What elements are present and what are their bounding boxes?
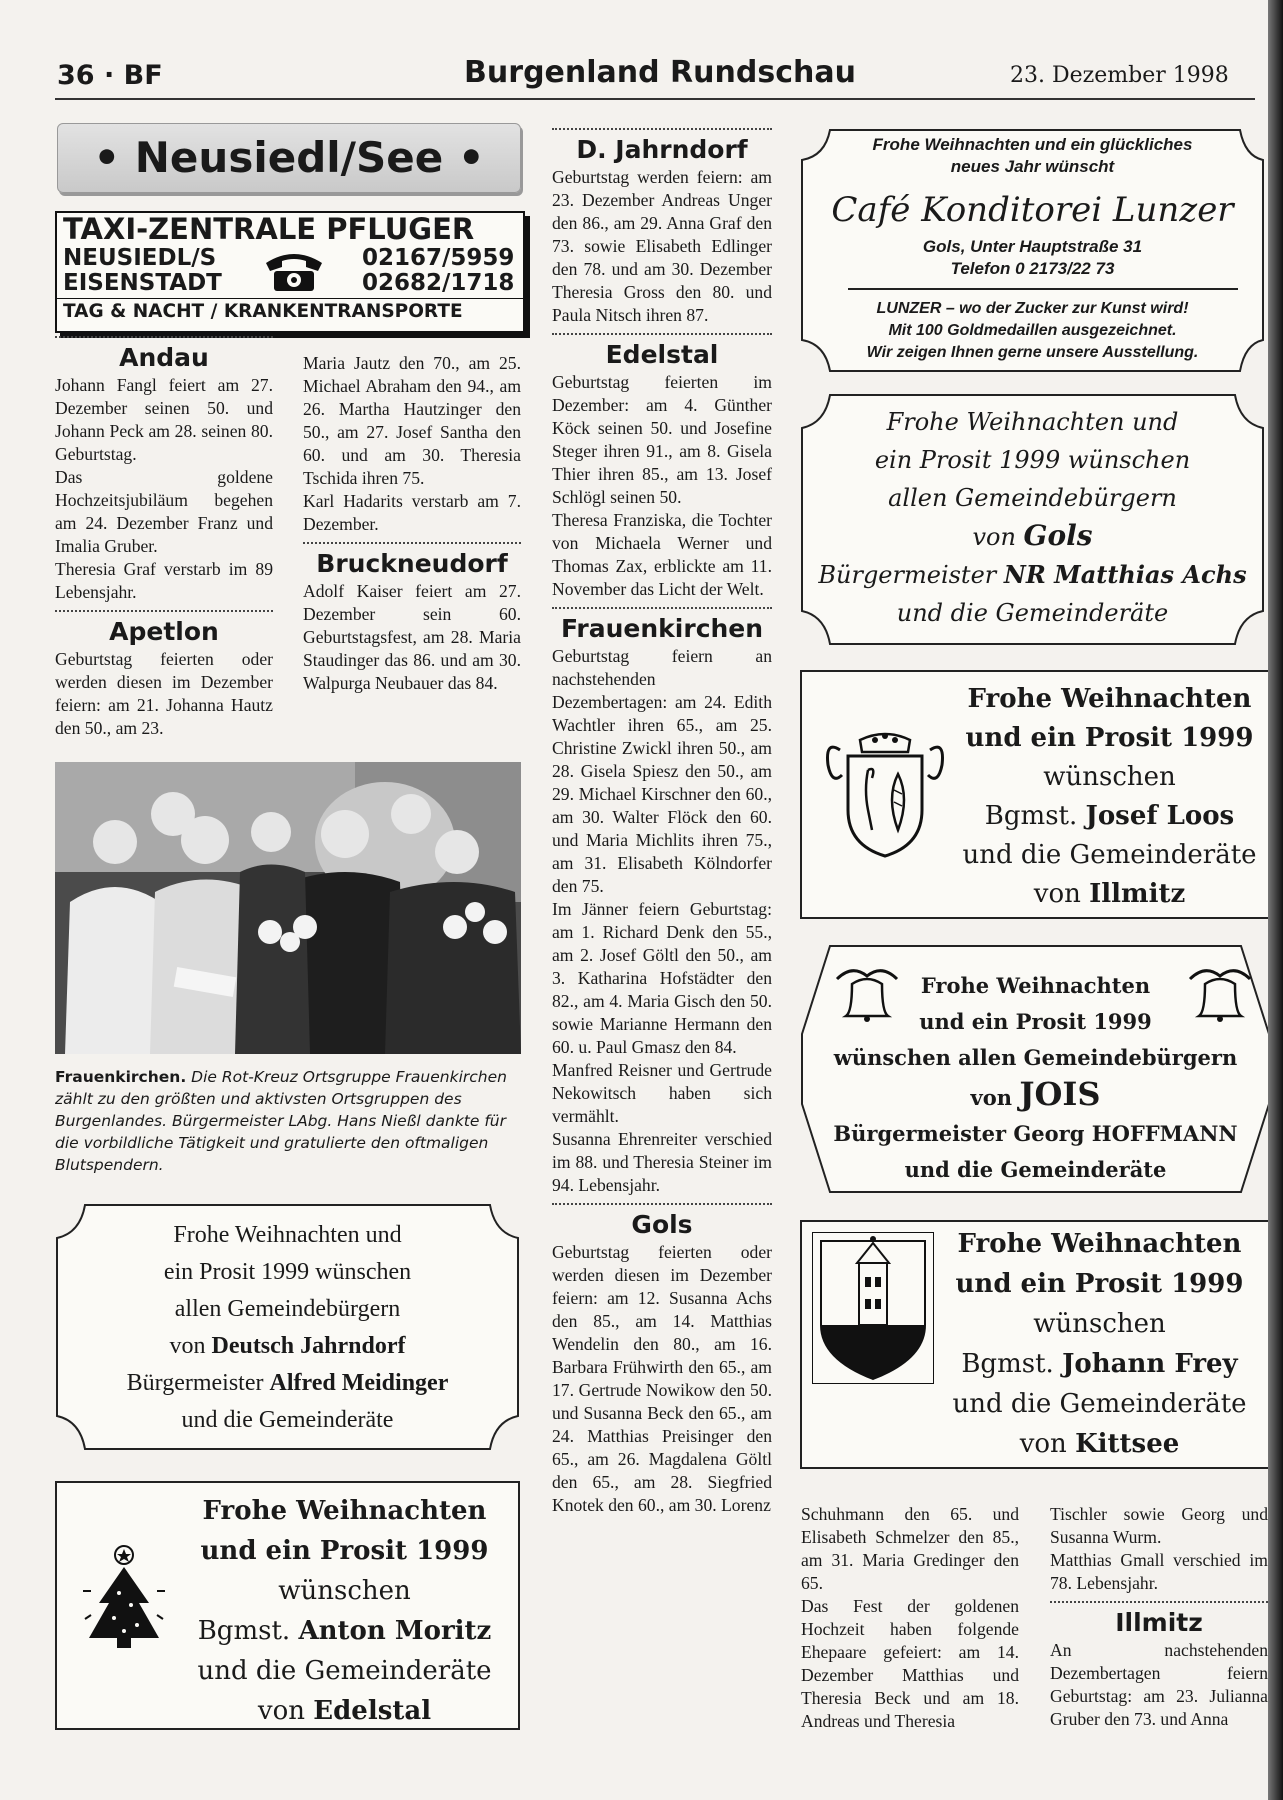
ad-jois-line-3: wünschen allen Gemeindebürgern [833, 1045, 1238, 1070]
ad-dj-line-1: Frohe Weihnachten und [173, 1222, 402, 1248]
andau-text-3: Theresia Graf verstarb im 89 Lebensjahr. [55, 559, 273, 602]
frauenkirchen-text-3: Manfred Reisner und Gertrude Nekowitsch haben sich vermählt. [552, 1060, 772, 1126]
ad-ed-line-6b: Edelstal [313, 1696, 432, 1726]
frauenkirchen-text-2: Im Jänner feiern Geburtstag: am 1. Richard Denk den 55., am 2. Josef Göltl den 50., am 3. Katharina Hofstädter den 82., am 4. Maria Gisch den 50. sowie Marianne Hermann den 60. u. Paul Gmasz den 84. [552, 899, 772, 1057]
illmitz-coat-of-arms-icon [820, 730, 950, 860]
ad-illmitz-line-5: und die Gemeinderäte [962, 840, 1257, 870]
ad-cafe-slogan-1: LUNZER – wo der Zucker zur Kunst wird! [876, 300, 1189, 317]
ad-illmitz-line-1: Frohe Weihnachten [967, 684, 1252, 714]
ad-edelstal [55, 1481, 520, 1730]
taxi-ad-name: TAXI-ZENTRALE PFLUGER [63, 212, 475, 246]
bruckneudorf-text: Adolf Kaiser feiert am 27. Dezember sein 60. Geburtstagsfest, am 28. Maria Staudinger das 86. und am 30. Walpurga Neubauer das 84. [303, 581, 521, 693]
column-3 [552, 124, 772, 1517]
ad-ed-line-4a: Bgmst. [197, 1616, 299, 1646]
ad-kittsee-line-1: Frohe Weihnachten [957, 1229, 1242, 1259]
taxi-ad-city-2: EISENSTADT [63, 270, 222, 296]
taxi-ad-phone-1: 02167/5959 [362, 245, 515, 271]
ad-jois-line-5b: HOFFMANN [1091, 1121, 1238, 1146]
ad-kittsee [800, 1220, 1271, 1469]
photo-caption-text: Die Rot-Kreuz Ortsgruppe Frauenkirchen zählt zu den größten und aktivsten Ortsgruppen des Burgenlandes. Bürgermeister LAbg. Hans Nießl dankte für die vorbildliche Tätigkeit und gratulierte den oftmaligen Blutspendern. [55, 1068, 507, 1174]
column-2 [303, 352, 521, 695]
newspaper-title: Burgenland Rundschau [464, 55, 856, 90]
apetlon-text-2: Maria Jautz den 70., am 25. Michael Abraham den 94., am 26. Martha Hautzinger den 50., am 27. Josef Santha den 60. und am 30. Theresia Tschida ihren 75. [303, 353, 521, 488]
section-title-gols: Gols [631, 1210, 693, 1239]
ad-cafe-lunzer [800, 128, 1265, 373]
ad-cafe-greet-1: Frohe Weihnachten und ein glückliches [872, 135, 1193, 154]
ad-illmitz-line-3: wünschen [1043, 762, 1176, 792]
ad-dj-line-5a: Bürgermeister [126, 1370, 270, 1396]
ad-cafe-phone: Telefon 0 2173/22 73 [950, 259, 1115, 278]
telephone-icon [262, 247, 326, 293]
djahrndorf-text: Geburtstag werden feiern: am 23. Dezember Andreas Unger den 86., am 29. Anna Graf den 73. sowie Elisabeth Edlinger den 78. und am 30. Dezember Theresia Gross den 80. und Paula Nitsch ihren 87. [552, 167, 772, 325]
gols-text-5: Matthias Gmall verschied im 78. Lebensjahr. [1050, 1550, 1268, 1593]
photo-caption-lead: Frauenkirchen. [55, 1068, 187, 1086]
ad-illmitz-line-4b: Josef Loos [1085, 801, 1235, 831]
frauenkirchen-text-1: Geburtstag feiern an nachstehenden Dezembertagen: am 24. Edith Wachtler ihren 65., am 25. Christine Zwickl ihren 50., am 28. Gisela Spiesz den 50., am 29. Michael Kirschner den 60., am 30. Walter Flöck den 60. und Maria Michlits ihren 75., am 31. Elisabeth Kölndorfer den 75. [552, 646, 772, 896]
page-binding-edge [1268, 0, 1283, 1800]
frauenkirchen-text-4: Susanna Ehrenreiter verschied im 88. und Theresia Steiner im 94. Lebensjahr. [552, 1129, 772, 1195]
andau-text-1: Johann Fangl feiert am 27. Dezember seinen 50. und Johann Peck am 28. seinen 80. Geburtstag. [55, 375, 273, 464]
ad-jois-line-1: Frohe Weihnachten [920, 973, 1151, 998]
column-1 [55, 336, 273, 740]
issue-date: 23. Dezember 1998 [1010, 63, 1229, 88]
kittsee-coat-of-arms-icon [812, 1232, 934, 1384]
section-title-andau: Andau [119, 343, 209, 372]
ad-ed-line-5: und die Gemeinderäte [197, 1656, 492, 1686]
section-title-bruckneudorf: Bruckneudorf [316, 549, 508, 578]
ad-ed-line-1: Frohe Weihnachten [202, 1496, 487, 1526]
apetlon-text-1: Geburtstag feierten oder werden diesen im Dezember feiern: am 21. Johanna Hautz den 50., am 23. [55, 649, 273, 738]
ad-illmitz-line-2: und ein Prosit 1999 [965, 723, 1254, 753]
ad-cafe-slogan-3: Wir zeigen Ihnen gerne unsere Ausstellung. [866, 344, 1199, 361]
ad-cafe-rule [848, 288, 1238, 290]
ad-kittsee-line-2: und ein Prosit 1999 [955, 1269, 1244, 1299]
ad-cafe-slogan-2: Mit 100 Goldmedaillen ausgezeichnet. [888, 322, 1177, 339]
ad-jois-line-4b: JOIS [1019, 1075, 1101, 1113]
photo-caption [55, 1066, 523, 1176]
ad-gols-line-3: allen Gemeindebürgern [888, 484, 1177, 512]
region-banner-text: • Neusiedl/See • [93, 133, 485, 182]
ad-dj-line-4a: von [169, 1333, 212, 1359]
ad-gols-line-4a: von [972, 523, 1024, 551]
section-title-djahrndorf: D. Jahrndorf [576, 135, 748, 164]
ad-cafe-name: Café Konditorei Lunzer [831, 190, 1234, 230]
section-title-edelstal: Edelstal [605, 340, 719, 369]
group-photo [55, 762, 521, 1054]
ad-dj-line-3: allen Gemeindebürgern [174, 1296, 401, 1322]
apetlon-text-3: Karl Hadarits verstarb am 7. Dezember. [303, 491, 521, 534]
ad-jois-line-6: und die Gemeinderäte [904, 1157, 1167, 1182]
edelstal-text-2: Theresa Franziska, die Tochter von Michaela Werner und Thomas Zax, erblickte am 11. November das Licht der Welt. [552, 510, 772, 599]
ad-gols-line-5a: Bürgermeister [818, 561, 1004, 589]
ad-cafe-address: Gols, Unter Hauptstraße 31 [922, 237, 1143, 256]
ad-illmitz [800, 670, 1271, 919]
ad-cafe-greet-2: neues Jahr wünscht [950, 157, 1115, 176]
page-label: 36 · BF [57, 60, 163, 91]
ad-gols-line-4b: Gols [1023, 519, 1093, 552]
ad-dj-line-2: ein Prosit 1999 wünschen [163, 1259, 412, 1285]
ad-jois-line-5a: Bürgermeister Georg [833, 1121, 1092, 1146]
ad-gols-line-6: und die Gemeinderäte [896, 599, 1169, 627]
section-title-frauenkirchen: Frauenkirchen [560, 614, 764, 643]
ad-gols-line-2: ein Prosit 1999 wünschen [874, 446, 1191, 474]
ad-gols [800, 393, 1265, 646]
ad-ed-line-3: wünschen [278, 1576, 411, 1606]
gols-text-1: Geburtstag feierten oder werden diesen im Dezember feiern: am 12. Susanna Achs den 85., am 14. Matthias Wendelin den 80., am 16. Barbara Frühwirth den 65., am 17. Gertrude Nowikow den 50. und Susanna Beck den 65., am 24. Matthias Preisinger den 65., am 26. Magdalena Göltl den 65., am 28. Siegfried Knotek den 60., am 30. Lorenz [552, 1242, 772, 1515]
ad-ed-line-4b: Anton Moritz [298, 1616, 492, 1646]
ad-kittsee-line-4a: Bgmst. [961, 1349, 1063, 1379]
section-title-apetlon: Apetlon [109, 617, 219, 646]
taxi-ad-city-1: NEUSIEDL/S [63, 245, 217, 271]
edelstal-text-1: Geburtstag feierten im Dezember: am 4. Günther Köck seinen 50. und Josefine Steger ihren 91., am 8. Gisela Thier ihren 85., am 13. Josef Schlögl seinen 50. [552, 372, 772, 507]
illmitz-text: An nachstehenden Dezembertagen feiern Geburtstag: am 23. Julianna Gruber den 73. und Anna [1050, 1640, 1268, 1729]
ad-ed-line-2: und ein Prosit 1999 [200, 1536, 489, 1566]
ad-kittsee-line-4b: Johann Frey [1062, 1349, 1238, 1379]
ad-jois-line-2: und ein Prosit 1999 [919, 1009, 1152, 1034]
ad-illmitz-line-6a: von [1033, 879, 1090, 909]
ad-jois [800, 944, 1271, 1194]
ad-gols-line-1: Frohe Weihnachten und [886, 408, 1179, 436]
ad-dj-line-5b: Alfred Meidinger [269, 1370, 449, 1396]
column-5-bottom [1050, 1503, 1268, 1731]
ad-illmitz-line-6b: Illmitz [1089, 879, 1186, 909]
section-title-illmitz: Illmitz [1115, 1608, 1203, 1637]
christmas-tree-icon [79, 1543, 169, 1663]
ad-dj-line-6: und die Gemeinderäte [181, 1407, 394, 1433]
taxi-ad-phone-2: 02682/1718 [362, 270, 515, 296]
ad-jois-line-4a: von [970, 1085, 1020, 1110]
gols-text-4: Tischler sowie Georg und Susanna Wurm. [1050, 1504, 1268, 1547]
ad-kittsee-line-6b: Kittsee [1075, 1429, 1180, 1459]
ad-ed-line-6a: von [257, 1696, 314, 1726]
ad-gols-line-5b: NR Matthias Achs [1003, 560, 1247, 589]
column-4-bottom [801, 1503, 1019, 1733]
ad-illmitz-line-4a: Bgmst. [984, 801, 1086, 831]
taxi-ad [55, 211, 525, 333]
taxi-ad-service: TAG & NACHT / KRANKENTRANSPORTE [57, 298, 523, 325]
ad-dj-line-4b: Deutsch Jahrndorf [211, 1333, 406, 1359]
gols-text-2: Schuhmann den 65. und Elisabeth Schmelzer den 85., am 31. Maria Gredinger den 65. [801, 1504, 1019, 1593]
andau-text-2: Das goldene Hochzeitsjubiläum begehen am 24. Dezember Franz und Imalia Gruber. [55, 467, 273, 556]
region-banner [57, 123, 521, 193]
header-rule [55, 98, 1255, 100]
ad-deutsch-jahrndorf [55, 1203, 520, 1451]
ad-kittsee-line-3: wünschen [1033, 1309, 1166, 1339]
ad-kittsee-line-6a: von [1019, 1429, 1076, 1459]
ad-kittsee-line-5: und die Gemeinderäte [952, 1389, 1247, 1419]
gols-text-3: Das Fest der goldenen Hochzeit haben folgende Ehepaare gefeiert: am 14. Dezember Matthias und Theresia Beck und am 18. Andreas und Theresia [801, 1596, 1019, 1731]
